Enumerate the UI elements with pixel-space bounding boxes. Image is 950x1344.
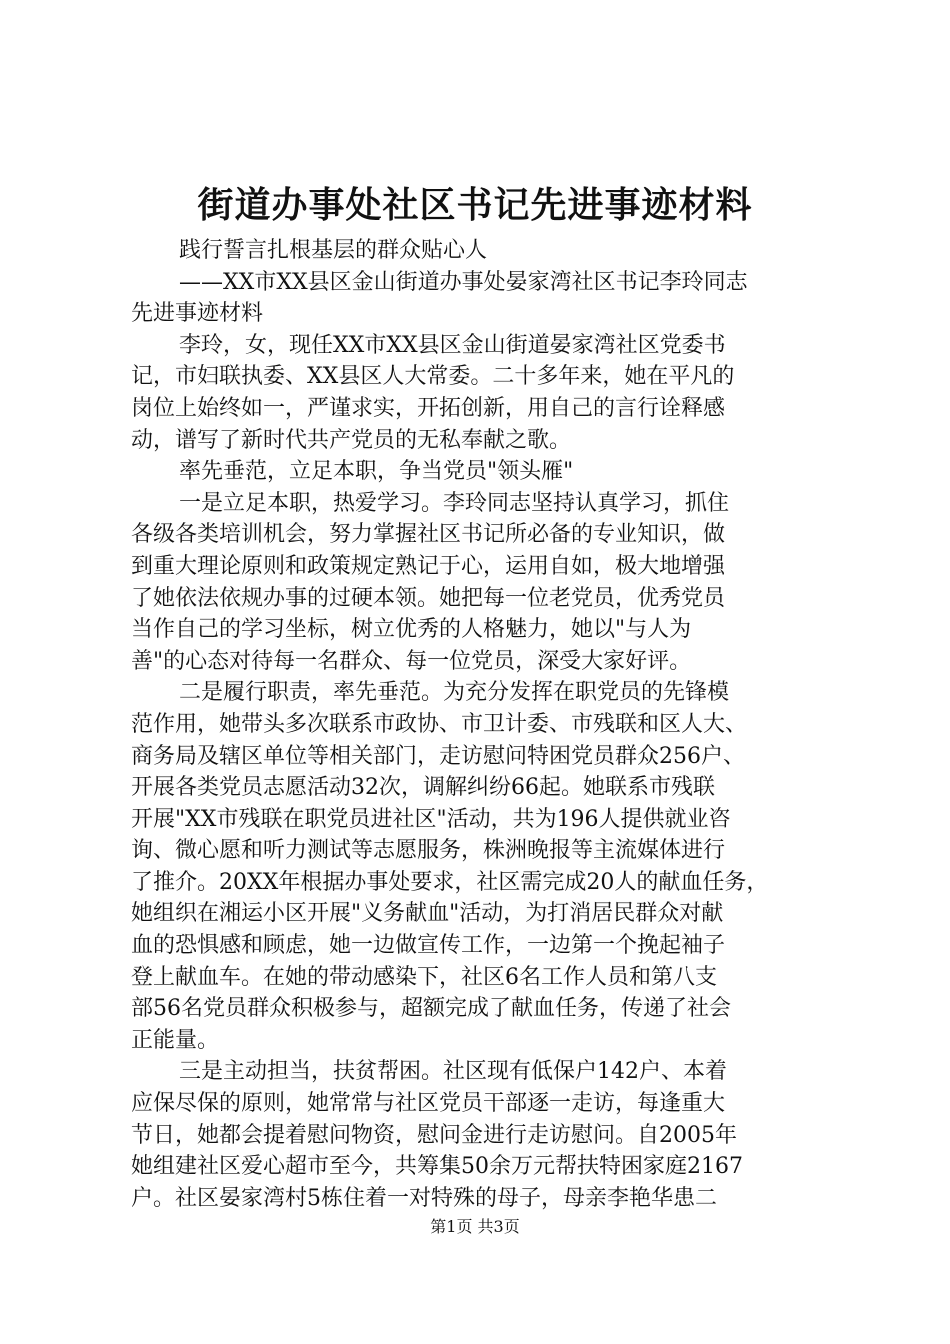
paragraph-line: 开展各类党员志愿活动32次，调解纠纷66起。她联系市残联 (131, 775, 715, 801)
document-body (131, 235, 833, 1214)
paragraph-line: 她组建社区爱心超市至今，共筹集50余万元帮扶特困家庭2167 (131, 1154, 743, 1180)
paragraph-line: 了推介。20XX年根据办事处要求，社区需完成20人的献血任务， (131, 869, 769, 895)
paragraph-line: 各级各类培训机会，努力掌握社区书记所必备的专业知识，做 (131, 522, 726, 548)
paragraph-line: 部56名党员群众积极参与，超额完成了献血任务，传递了社会 (131, 996, 731, 1022)
paragraph-line: 三是主动担当，扶贫帮困。社区现有低保户142户、本着 (179, 1059, 727, 1085)
paragraph-line: 询、微心愿和听力测试等志愿服务，株洲晚报等主流媒体进行 (131, 838, 726, 864)
paragraph-line: 了她依法依规办事的过硬本领。她把每一位老党员，优秀党员 (131, 585, 726, 611)
paragraph-line: 节日，她都会提着慰问物资，慰问金进行走访慰问。自2005年 (131, 1122, 737, 1148)
paragraph-line: 正能量。 (131, 1027, 220, 1053)
paragraph-line: 血的恐惧感和顾虑，她一边做宣传工作，一边第一个挽起袖子 (131, 933, 726, 959)
paragraph-line: 她组织在湘运小区开展"义务献血"活动，为打消居民群众对献 (131, 901, 724, 927)
paragraph-line: 到重大理论原则和政策规定熟记于心，运用自如，极大地增强 (131, 553, 726, 579)
paragraph-line: 一是立足本职，热爱学习。李玲同志坚持认真学习，抓住 (179, 490, 730, 516)
subtitle-line: 先进事迹材料 (131, 301, 264, 327)
paragraph-line: 记，市妇联执委、XX县区人大常委。二十多年来，她在平凡的 (131, 364, 735, 390)
paragraph-line: 户。社区晏家湾村5栋住着一对特殊的母子，母亲李艳华患二 (131, 1185, 717, 1211)
paragraph-line: 商务局及辖区单位等相关部门，走访慰问特困党员群众256户、 (131, 743, 745, 769)
paragraph-line: 动，谱写了新时代共产党员的无私奉献之歌。 (131, 427, 572, 453)
paragraph-line: 登上献血车。在她的带动感染下，社区6名工作人员和第八支 (131, 964, 717, 990)
paragraph-line: 开展"XX市残联在职党员进社区"活动，共为196人提供就业咨 (131, 806, 731, 832)
section-heading: 率先垂范，立足本职，争当党员"领头雁" (179, 459, 574, 485)
paragraph-line: 应保尽保的原则，她常常与社区党员干部逐一走访，每逢重大 (131, 1091, 726, 1117)
paragraph-line: 善"的心态对待每一名群众、每一位党员，深受大家好评。 (131, 648, 692, 674)
document-title: 街道办事处社区书记先进事迹材料 (197, 184, 753, 226)
paragraph-line: 范作用，她带头多次联系市政协、市卫计委、市残联和区人大、 (131, 711, 748, 737)
subtitle-line: 践行誓言扎根基层的群众贴心人 (179, 238, 488, 263)
paragraph-line: 二是履行职责，率先垂范。为充分发挥在职党员的先锋模 (179, 680, 730, 706)
paragraph-line: 李玲，女，现任XX市XX县区金山街道晏家湾社区党委书 (179, 332, 726, 358)
paragraph-line: 当作自己的学习坐标，树立优秀的人格魅力，她以"与人为 (131, 617, 692, 643)
page-number-footer: 第1页 共3页 (430, 1217, 520, 1236)
paragraph-line: 岗位上始终如一，严谨求实，开拓创新，用自己的言行诠释感 (131, 395, 726, 421)
subtitle-line: ——XX市XX县区金山街道办事处晏家湾社区书记李玲同志 (179, 269, 748, 295)
